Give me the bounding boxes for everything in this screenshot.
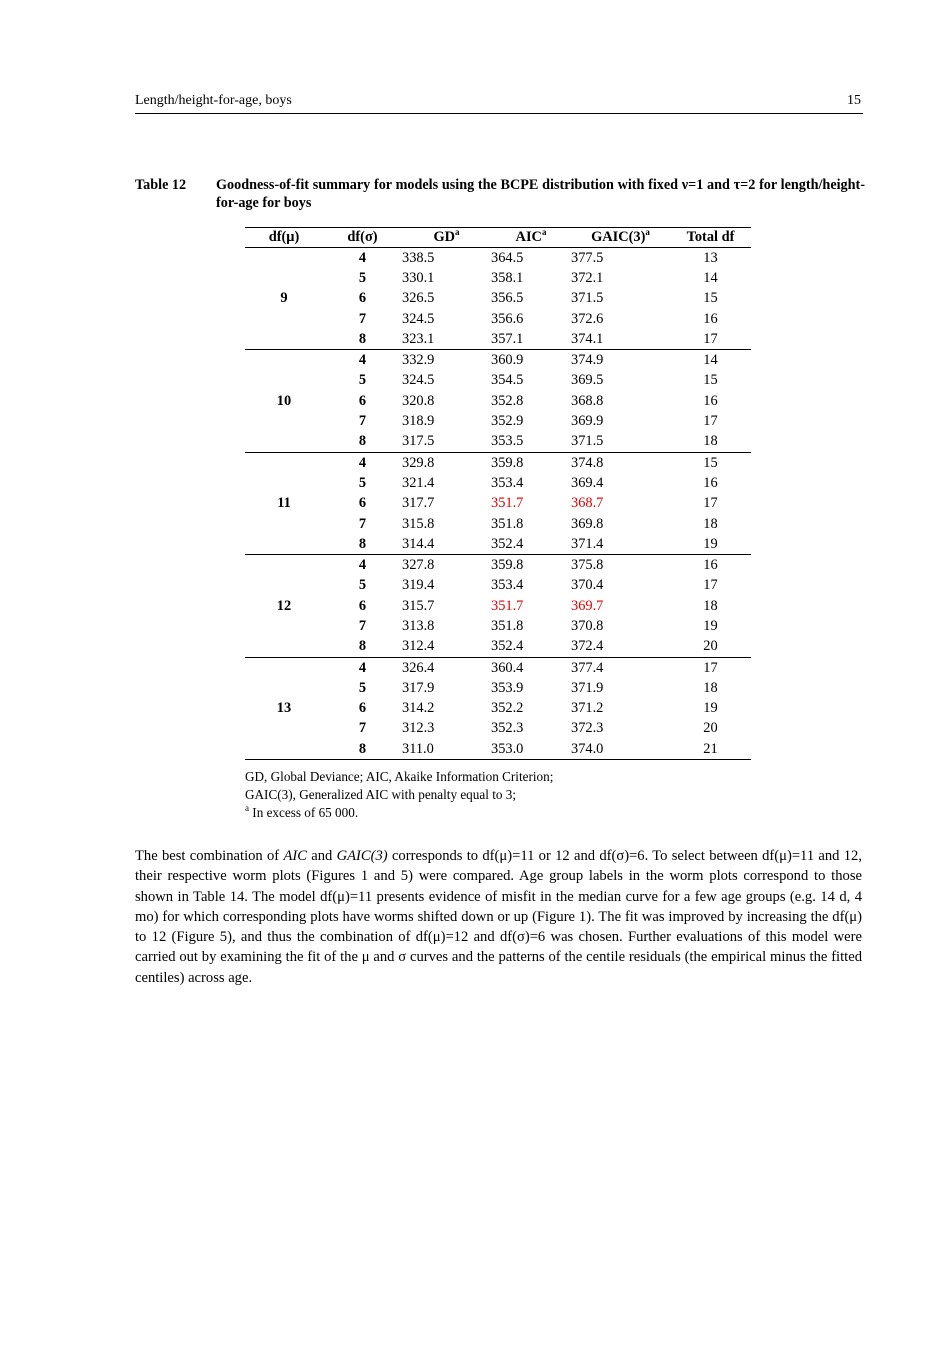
cell-gd: 318.9: [402, 413, 435, 430]
cell-df-sigma: 5: [358, 679, 367, 696]
cell-gd: 314.4: [402, 534, 491, 555]
footnote-mark: a: [455, 227, 460, 237]
cell-aic: 360.9: [491, 352, 524, 369]
cell-df-sigma: 7: [358, 310, 367, 327]
cell-total-df: 18: [703, 515, 718, 532]
cell-df-sigma: 7: [358, 617, 367, 634]
running-header: [135, 92, 863, 114]
cell-df-sigma: 5: [358, 372, 367, 389]
cell-aic: 354.5: [491, 372, 524, 389]
cell-gaic3: 374.9: [571, 352, 604, 369]
cell-gaic3: 368.8: [571, 392, 604, 409]
cell-gd: 327.8: [402, 557, 435, 574]
cell-aic: 356.6: [491, 310, 524, 327]
table-row: [245, 452, 751, 473]
cell-aic: 359.8: [491, 454, 524, 471]
cell-aic: 351.8: [491, 617, 524, 634]
cell-gd: 319.4: [402, 577, 435, 594]
cell-aic: 352.8: [491, 392, 524, 409]
cell-aic: 353.4: [491, 577, 524, 594]
cell-df-sigma: 6: [358, 700, 367, 717]
cell-gd: 314.2: [402, 700, 435, 717]
table-row: [245, 248, 751, 269]
cell-df-sigma: 7: [358, 413, 367, 430]
cell-gaic3: 371.5: [571, 290, 604, 307]
cell-gaic3: 368.7: [571, 495, 604, 512]
cell-aic: 352.2: [491, 700, 524, 717]
col-header-gd: $GD^a$: [402, 228, 491, 248]
cell-aic: 353.4: [491, 474, 524, 491]
cell-df-sigma: 6: [358, 392, 367, 409]
cell-total-df: 15: [703, 290, 718, 307]
cell-df-sigma: 8: [323, 739, 402, 760]
cell-df-sigma: 6: [358, 597, 367, 614]
cell-gd: 320.8: [402, 392, 435, 409]
cell-gd: 338.5: [402, 249, 435, 266]
cell-gaic3: 371.2: [571, 700, 604, 717]
cell-gaic3: 369.9: [571, 413, 604, 430]
col-header-total-df: Total df: [670, 228, 751, 248]
cell-total-df: 20: [670, 637, 751, 658]
cell-df-sigma: 4: [358, 454, 367, 471]
aic-term: AIC: [283, 848, 307, 864]
cell-aic: 353.0: [491, 739, 571, 760]
cell-gaic3: 369.4: [571, 474, 604, 491]
table-note-footnote: [245, 804, 765, 822]
cell-gaic3: 372.4: [571, 637, 670, 658]
cell-aic: 358.1: [491, 269, 524, 286]
cell-total-df: 13: [703, 249, 718, 266]
footnote-mark: a: [245, 803, 249, 813]
cell-aic: 360.4: [491, 659, 524, 676]
cell-gaic3: 370.4: [571, 577, 604, 594]
cell-df-sigma: 6: [358, 495, 367, 512]
cell-gd: 311.0: [402, 739, 491, 760]
table-header: [245, 228, 751, 248]
cell-gd: 332.9: [402, 352, 435, 369]
cell-gd: 324.5: [402, 372, 435, 389]
cell-total-df: 18: [703, 597, 718, 614]
col-header-df-sigma: df(σ): [323, 228, 402, 248]
cell-gd: 321.4: [402, 474, 435, 491]
cell-df-sigma: 4: [358, 557, 367, 574]
cell-gd: 315.8: [402, 515, 435, 532]
cell-total-df: 19: [703, 617, 718, 634]
cell-total-df: 17: [703, 413, 718, 430]
col-header-aic: AIC$^a$: [491, 228, 571, 248]
cell-gaic3: 375.8: [571, 557, 604, 574]
table-note-abbrev-2: GAIC(3), Generalized AIC with penalty equal to 3;: [245, 787, 516, 802]
cell-gaic3: 370.8: [571, 617, 604, 634]
cell-df-mu: 11: [245, 452, 323, 554]
cell-gaic3: 371.5: [571, 432, 670, 453]
cell-gd: 312.4: [402, 637, 491, 658]
cell-aic: 357.1: [491, 329, 571, 350]
cell-aic: 364.5: [491, 249, 524, 266]
cell-df-sigma: 6: [358, 290, 367, 307]
cell-total-df: 17: [703, 495, 718, 512]
cell-aic: 359.8: [491, 557, 524, 574]
cell-df-mu: 12: [245, 555, 323, 657]
cell-total-df: 19: [670, 534, 751, 555]
cell-total-df: 16: [703, 310, 718, 327]
cell-gaic3: 377.5: [571, 249, 604, 266]
cell-gd: 326.5: [402, 290, 435, 307]
cell-gd: 312.3: [402, 720, 435, 737]
cell-df-sigma: 4: [358, 659, 367, 676]
footnote-mark: a: [645, 227, 650, 237]
cell-gaic3: 374.0: [571, 739, 670, 760]
table-row: [245, 657, 751, 678]
cell-aic: 351.7: [491, 597, 524, 614]
cell-df-sigma: 8: [323, 637, 402, 658]
cell-df-mu: 9: [245, 248, 323, 350]
cell-gd: 326.4: [402, 659, 435, 676]
cell-df-mu: 13: [245, 657, 323, 759]
paragraph-text: The best combination of AIC and GAIC(3) corresponds to df(μ)=11 or 12 and df(σ)=6. To select between df(μ)=11 and 12, their respective worm plots (Figures 1 and 5) were compared. Age group labels in the worm plots correspond to those shown in Table 14. The model df(μ)=11 presents evidence of misfit in the median curve for a few age groups (e.g. 14 d, 4 mo) for which corresponding plots have worms shifted down or up (Figure 1). The fit was improved by increasing the df(μ) to 12 (Figure 5), and thus the combination of df(μ)=12 and df(σ)=6 was chosen. Further evaluations of this model were carried out by examining the fit of the μ and σ curves and the patterns of the centile residuals (the empirical minus the fitted centiles) across age.: [135, 848, 862, 986]
cell-gaic3: 377.4: [571, 659, 604, 676]
cell-total-df: 19: [703, 700, 718, 717]
cell-total-df: 16: [703, 557, 718, 574]
cell-total-df: 16: [703, 474, 718, 491]
cell-total-df: 21: [670, 739, 751, 760]
cell-gd: 313.8: [402, 617, 435, 634]
cell-gaic3: 374.8: [571, 454, 604, 471]
cell-df-mu: 10: [245, 350, 323, 452]
cell-total-df: 14: [703, 352, 718, 369]
cell-total-df: 17: [703, 577, 718, 594]
footnote-text: In excess of 65 000.: [249, 805, 359, 820]
running-header-title: Length/height-for-age, boys: [135, 93, 292, 108]
gaic-term: GAIC(3): [336, 848, 388, 864]
cell-total-df: 15: [703, 372, 718, 389]
cell-df-sigma: 8: [323, 329, 402, 350]
cell-gd: 315.7: [402, 597, 435, 614]
cell-df-sigma: 5: [358, 474, 367, 491]
cell-total-df: 18: [703, 679, 718, 696]
cell-gd: 317.5: [402, 432, 491, 453]
cell-total-df: 14: [703, 269, 718, 286]
cell-total-df: 18: [670, 432, 751, 453]
cell-aic: 352.3: [491, 720, 524, 737]
cell-df-sigma: 5: [358, 577, 367, 594]
footnote-mark: a: [541, 227, 547, 237]
table-notes: [245, 768, 765, 822]
cell-total-df: 20: [703, 720, 718, 737]
cell-df-sigma: 4: [358, 249, 367, 266]
cell-total-df: 17: [703, 659, 718, 676]
cell-gd: 323.1: [402, 329, 491, 350]
cell-total-df: 17: [670, 329, 751, 350]
cell-df-sigma: 7: [358, 515, 367, 532]
goodness-of-fit-table: [245, 227, 751, 760]
table-label: Table 12: [135, 177, 187, 193]
cell-gaic3: 372.6: [571, 310, 604, 327]
cell-aic: 351.7: [491, 495, 524, 512]
cell-total-df: 15: [703, 454, 718, 471]
cell-gaic3: 371.9: [571, 679, 604, 696]
cell-gaic3: 372.3: [571, 720, 604, 737]
cell-aic: 353.9: [491, 679, 524, 696]
cell-gaic3: 372.1: [571, 269, 604, 286]
cell-gaic3: 371.4: [571, 534, 670, 555]
table-body: [245, 248, 751, 760]
page-number: 15: [847, 93, 861, 108]
col-header-gaic3: $GAIC(3)^a$: [571, 228, 670, 248]
cell-aic: 352.9: [491, 413, 524, 430]
cell-gd: 324.5: [402, 310, 435, 327]
cell-gaic3: 374.1: [571, 329, 670, 350]
cell-gd: 317.9: [402, 679, 435, 696]
cell-gd: 330.1: [402, 269, 435, 286]
cell-total-df: 16: [703, 392, 718, 409]
cell-gd: 317.7: [402, 495, 435, 512]
table-note-abbrev-1: GD, Global Deviance; AIC, Akaike Information Criterion;: [245, 769, 554, 784]
col-header-df-mu: df(μ): [245, 228, 323, 248]
cell-aic: 352.4: [491, 534, 571, 555]
cell-aic: 356.5: [491, 290, 524, 307]
table-row: [245, 555, 751, 576]
cell-df-sigma: 8: [323, 534, 402, 555]
cell-df-sigma: 8: [323, 432, 402, 453]
cell-gaic3: 369.8: [571, 515, 604, 532]
table-row: [245, 350, 751, 371]
cell-gaic3: 369.5: [571, 372, 604, 389]
cell-aic: 352.4: [491, 637, 571, 658]
cell-df-sigma: 5: [358, 269, 367, 286]
cell-df-sigma: 7: [358, 720, 367, 737]
cell-gaic3: 369.7: [571, 597, 604, 614]
cell-aic: 351.8: [491, 515, 524, 532]
body-paragraph: [135, 846, 862, 988]
cell-gd: 329.8: [402, 454, 435, 471]
cell-df-sigma: 4: [358, 352, 367, 369]
table-caption-text: Goodness-of-fit summary for models using the BCPE distribution with fixed ν=1 and τ=2 for length/height-for-age for boys: [216, 177, 865, 211]
cell-aic: 353.5: [491, 432, 571, 453]
